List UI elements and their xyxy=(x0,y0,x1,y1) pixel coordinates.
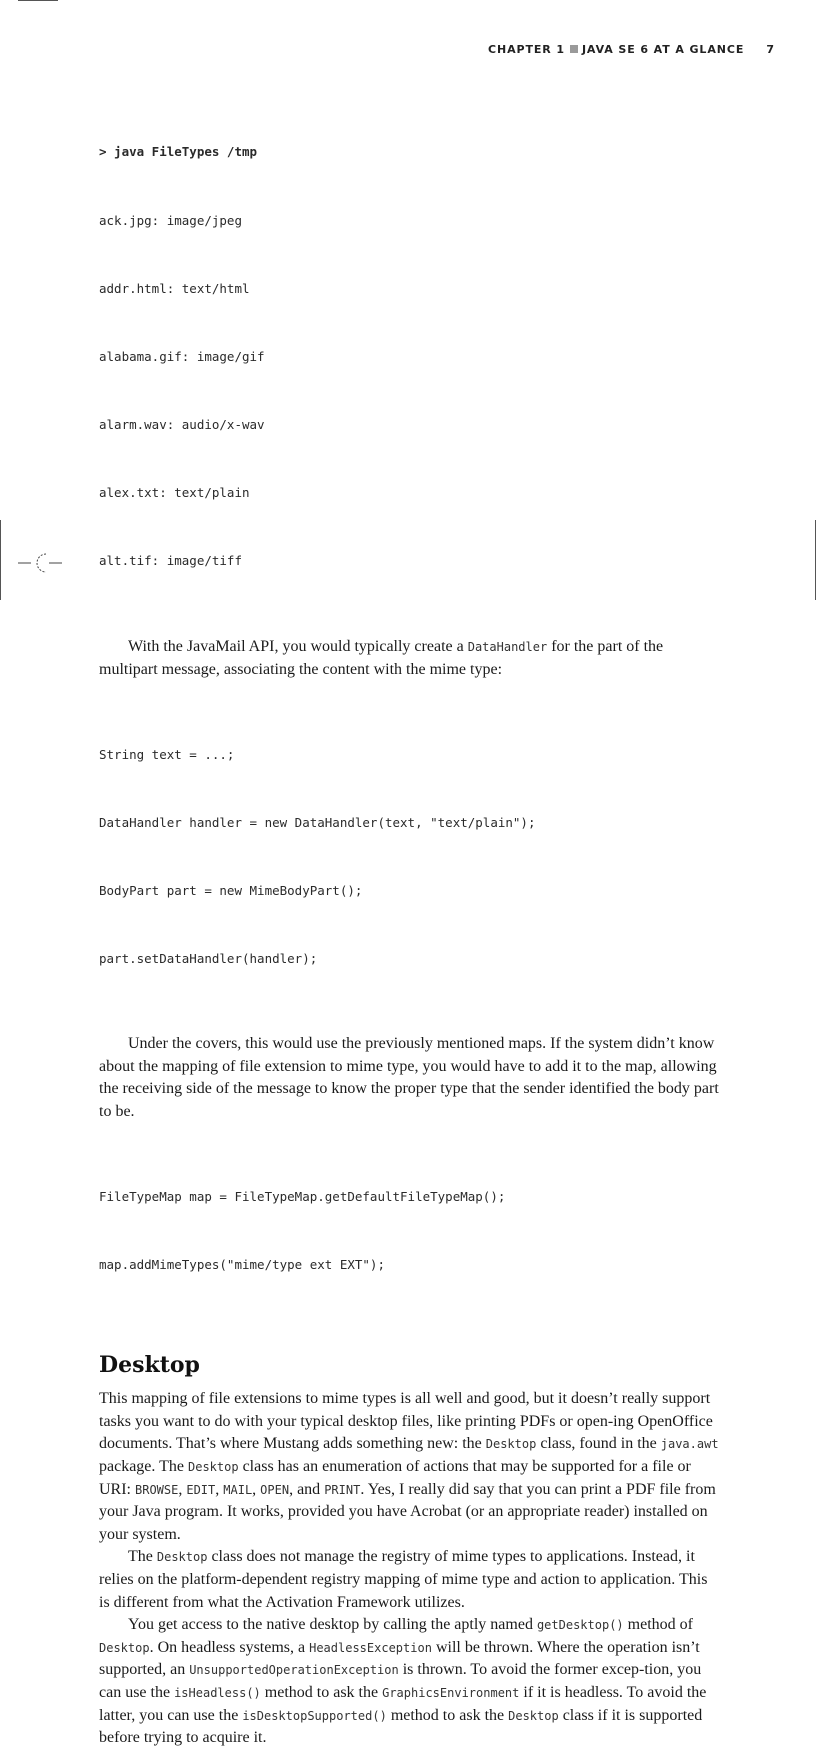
text-run: , xyxy=(178,1480,187,1498)
text-run: class if it is supported before trying to acquire it. xyxy=(99,1706,703,1747)
page-number: 7 xyxy=(766,43,774,56)
output-line: alabama.gif: image/gif xyxy=(99,348,265,364)
code-block-datahandler xyxy=(99,698,719,1016)
chapter-label: CHAPTER 1 xyxy=(488,43,565,56)
chapter-title: JAVA SE 6 AT A GLANCE xyxy=(581,43,745,56)
paragraph-desktop-access xyxy=(99,1614,719,1750)
text-run: , xyxy=(252,1480,261,1498)
text-run: if it is headless. To avoid the latter, you can use the xyxy=(99,1683,707,1724)
output-line: addr.html: text/html xyxy=(99,280,250,296)
output-line: alex.txt: text/plain xyxy=(99,484,250,500)
text-run: method of xyxy=(623,1616,693,1634)
text-run: . Yes, I really did say that you can print a PDF file from your Java program. It works, provided you have Acrobat (or an appropriate reader) installed on your system. xyxy=(99,1480,716,1543)
text-run: With the JavaMail API, you would typically create a xyxy=(128,638,468,656)
text-run: class does not manage the registry of mime types to applications. Instead, it relies on the platform-dependent registry mapping of mime type and action to application. This is different from what the Activation Framework utilizes. xyxy=(99,1548,708,1611)
inline-code: Desktop xyxy=(188,1459,239,1474)
registration-mark-icon xyxy=(18,550,62,576)
text-run: method to ask the xyxy=(386,1706,509,1724)
paragraph-desktop-intro xyxy=(99,1388,719,1546)
code-line: FileTypeMap map = FileTypeMap.getDefaultFileTypeMap(); xyxy=(99,1188,506,1204)
inline-code: OPEN xyxy=(260,1482,290,1497)
inline-code: Desktop xyxy=(485,1437,537,1452)
code-line: DataHandler handler = new DataHandler(text, "text/plain"); xyxy=(99,814,536,830)
text-run: This mapping of file extensions to mime types is all well and good, but it doesn’t really support tasks you want to do with your typical desktop files, like printing PDFs or open-ing OpenOffice documents. That’s where Mustang adds something new: the xyxy=(99,1390,713,1453)
text-run: , xyxy=(215,1480,224,1498)
crop-mark-top xyxy=(18,0,58,1)
inline-code: GraphicsEnvironment xyxy=(382,1685,520,1700)
paragraph-desktop-registry xyxy=(99,1546,719,1614)
text-run: is thrown. To avoid the former excep-tion, you can use the xyxy=(99,1661,702,1701)
text-run: You get access to the native desktop by calling the aptly named xyxy=(128,1616,537,1634)
inline-code: PRINT xyxy=(324,1482,361,1497)
code-line: BodyPart part = new MimeBodyPart(); xyxy=(99,882,363,898)
inline-code: Desktop xyxy=(156,1550,208,1565)
crop-mark-left xyxy=(0,520,1,600)
text-run: will be thrown. Where the operation isn’t supported, an xyxy=(99,1638,700,1679)
inline-code: java.awt xyxy=(660,1437,719,1452)
text-run: The xyxy=(128,1548,157,1566)
inline-code: EDIT xyxy=(186,1482,216,1497)
separator-square-icon xyxy=(570,45,578,53)
output-line: alt.tif: image/tiff xyxy=(99,553,242,569)
code-block-filetypemap xyxy=(99,1141,719,1323)
code-line: map.addMimeTypes("mime/type ext EXT"); xyxy=(99,1257,385,1273)
section-heading: Desktop xyxy=(99,1352,200,1379)
paragraph-under-the-covers: Under the covers, this would use the previously mentioned maps. If the system didn’t know about the mapping of file extension to mime type, you would have to add it to the map, allowing the receiving side of the message to know the proper type that the sender identified the body part to be. xyxy=(99,1035,719,1120)
code-line: String text = ...; xyxy=(99,746,235,762)
output-line: alarm.wav: audio/x-wav xyxy=(99,416,265,432)
inline-code: isHeadless() xyxy=(174,1685,261,1700)
inline-code: DataHandler xyxy=(467,640,548,655)
inline-code: HeadlessException xyxy=(309,1640,432,1655)
inline-code: getDesktop() xyxy=(536,1618,624,1633)
inline-code: Desktop xyxy=(508,1708,559,1723)
text-run: . On headless systems, a xyxy=(149,1638,310,1656)
inline-code: UnsupportedOperationException xyxy=(189,1663,399,1678)
text-run: for the part of the multipart message, associating the content with the mime type: xyxy=(99,638,664,678)
code-line: part.setDataHandler(handler); xyxy=(99,951,318,967)
inline-code: MAIL xyxy=(223,1482,253,1497)
command-line: > java FileTypes /tmp xyxy=(99,144,258,160)
running-head xyxy=(488,43,774,56)
text-run: , and xyxy=(289,1480,325,1498)
page-body xyxy=(99,96,719,1750)
inline-code: isDesktopSupported() xyxy=(242,1708,387,1723)
text-run: method to ask the xyxy=(260,1683,383,1701)
text-run: class, found in the xyxy=(536,1435,661,1453)
paragraph-javamail xyxy=(99,636,719,681)
text-run: class has an enumeration of actions that may be supported for a file or URI: xyxy=(99,1457,691,1498)
text-run: package. The xyxy=(99,1457,188,1475)
inline-code: Desktop xyxy=(99,1640,150,1655)
command-output-listing xyxy=(99,96,719,618)
output-line: ack.jpg: image/jpeg xyxy=(99,212,242,228)
inline-code: BROWSE xyxy=(135,1482,179,1497)
